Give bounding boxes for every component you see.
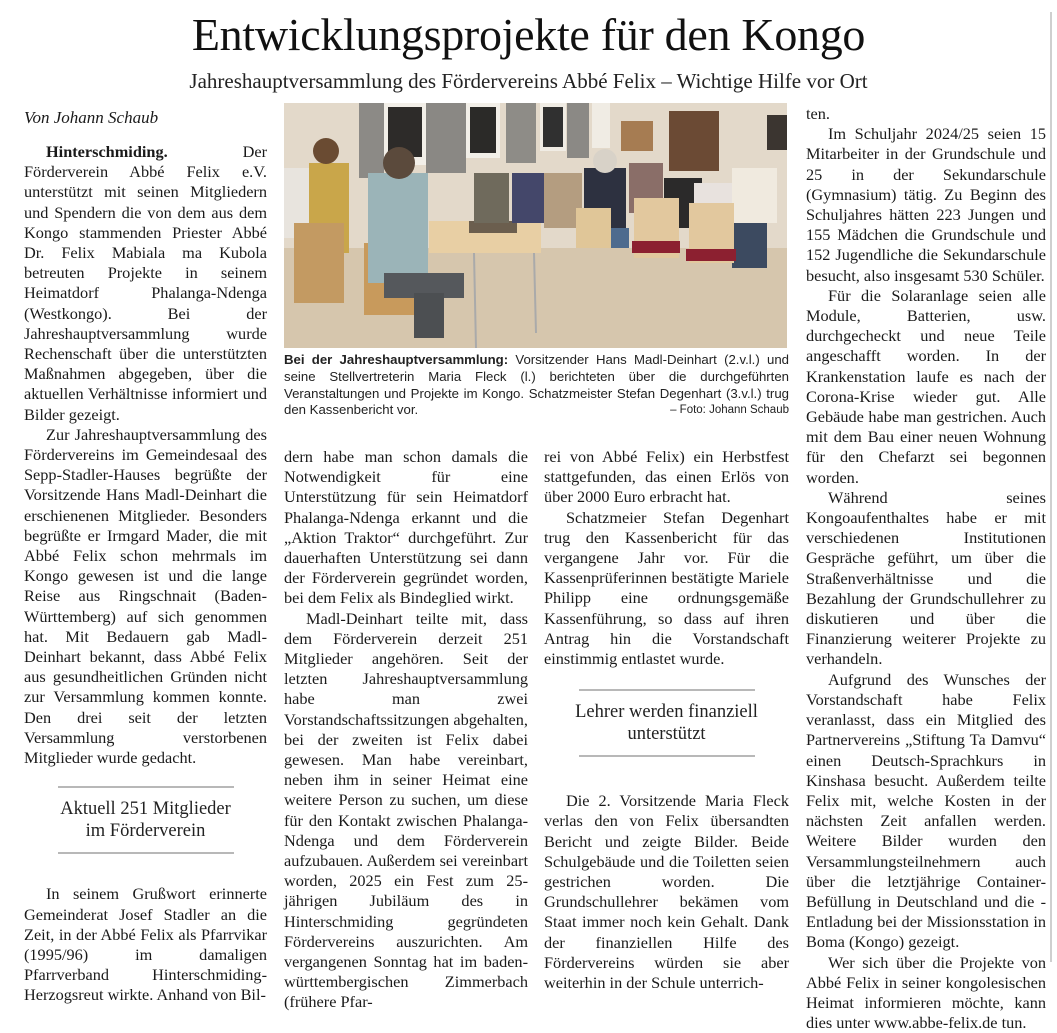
- subhead-text: Aktuell 251 Mitglieder im Förderverein: [60, 799, 231, 842]
- paragraph: Zur Jahreshauptversammlung des Fördervereins im Gemeindesaal des Sepp-Stadler-Hauses begrüßte der Vorsitzende Hans Madl-Deinhart die erschienenen Mitglieder. Besonders begrüßte er Irmgard Mader, die mit Abbé Felix schon mehrmals im Kongo gewesen ist und die lange Reise aus Ringschnait (Baden-Württemberg) auf sich genommen hat. Mit Bedauern gab Madl-Deinhart bekannt, dass Abbé Felix aus gesundheitlichen Gründen nicht zur Versammlung kommen konnte. Den drei seit der letzten Versammlung verstorbenen Mitglieder wurde gedacht.: [24, 424, 267, 768]
- paragraph-intro: [24, 142, 267, 425]
- paragraph: Madl-Deinhart teilte mit, dass dem Förderverein derzeit 251 Mitglieder angehören. Seit der letzten Jahreshauptversammlung habe man zwei Vorstandschaftssitzungen abgehalten, bei der zweiten ist Felix dabei gewesen. Man habe vereinbart, neben ihm in seiner Heimat eine weitere Person zu suchen, um diese für den Kontakt zwischen Phalanga-Ndenga und dem Förderverein aufzubauen. Außerdem sei vereinbart worden, 2025 ein Fest zum 25-jährigen Jubiläum des in Hinterschmiding gegründeten Fördervereins auszurichten. Am vergangenen Sonntag hat im baden-württembergischen Zimmerbach (frühere Pfar-: [284, 608, 528, 1012]
- paragraph-website: Wer sich über die Projekte von Abbé Felix in seiner kongolesischen Heimat informieren möchte, kann dies unter www.abbe-felix.de tun.: [806, 952, 1046, 1033]
- photo-credit: – Foto: Johann Schaub: [670, 404, 789, 417]
- article-column-3: [544, 447, 789, 993]
- paragraph: Während seines Kongoaufenthaltes habe er mit verschiedenen Institutionen Gespräche geführt, um über die Straßenverhältnisse und die Bezahlung der Grundschullehrer zu diskutieren und über die Finanzierung weiterer Projekte zu verhandeln.: [806, 487, 1046, 669]
- article-column-4: [806, 104, 1046, 1033]
- paragraph-text: Der Förderverein Abbé Felix e.V. unterstützt mit seinen Mitgliedern und Spendern die von dem aus dem Kongo stammenden Priester Abbé Dr. Felix Mabiala ma Kubola betreuten Projekte in seinem Heimatdorf Phalanga-Ndenga (Westkongo). Bei der Jahreshauptversammlung wurde Rechenschaft über die unterstützten Maßnahmen abgegeben, über die aktuellen Verhältnisse informiert und Bilder gezeigt.: [24, 142, 267, 424]
- subheadline: Jahreshauptversammlung des Fördervereins Abbé Felix – Wichtige Hilfe vor Ort: [189, 69, 868, 93]
- subhead-rule: [579, 689, 755, 691]
- subhead-rule: [579, 755, 755, 757]
- paragraph-continued: ten.: [806, 104, 830, 123]
- subhead-members: [24, 786, 267, 854]
- subhead-rule: [58, 852, 234, 854]
- paragraph-continued: dern habe man schon damals die Notwendigkeit für eine Unterstützung für sein Heimatdorf Phalanga-Ndenga erkannt und die „Aktion Traktor“ durchgeführt. Zur dauerhaften Unterstützung sei dann der Förderverein gegründet worden, bei dem Felix als Bindeglied wirkt.: [284, 447, 528, 608]
- article-photo: [284, 103, 787, 348]
- dateline: Hinterschmiding.: [46, 142, 168, 161]
- byline: Von Johann Schaub: [24, 108, 159, 127]
- subhead-rule: [58, 786, 234, 788]
- subhead-teachers: [544, 689, 789, 757]
- meeting-photo-illustration: [284, 103, 787, 348]
- column-divider: [1050, 12, 1052, 962]
- caption-text: Vorsitzender Hans Madl-Deinhart (2.v.l.) und seine Stellvertreterin Maria Fleck (l.) berichteten über die durchgeführten Veranstaltungen und Projekte im Kongo. Schatzmeister Stefan Degenhart (3.v.l.) trug den Kassenbericht vor.: [284, 352, 789, 418]
- photo-caption: [284, 352, 789, 419]
- paragraph: In seinem Grußwort erinnerte Gemeinderat Josef Stadler an die Zeit, in der Abbé Felix als Pfarrvikar (1995/96) im damaligen Pfarrverband Hinterschmiding-Herzogsreut wirkte. Anhand von Bil-: [24, 884, 267, 1005]
- paragraph: Schatzmeier Stefan Degenhart trug den Kassenbericht für das vergangene Jahr vor. Für die Kassenprüferinnen bestätigte Mariele Philipp eine ordnungsgemäße Kassenführung, so dass auf ihren Antrag hin die Vorstandschaft einstimmig entlastet wurde.: [544, 507, 789, 669]
- subhead-text: Lehrer werden finanziell unterstützt: [575, 702, 758, 745]
- article-column-1: [24, 108, 267, 1006]
- headline: Entwicklungsprojekte für den Kongo: [191, 9, 866, 60]
- paragraph: Im Schuljahr 2024/25 seien 15 Mitarbeiter in der Grundschule und 25 in der Sekundarschule (Gymnasium) tätig. Zu Beginn des Schuljahres hätten 223 Jungen und 155 Mädchen die Grundschule und 152 Jugendliche die Sekundarschule besucht, also insgesamt 530 Schüler.: [806, 124, 1046, 285]
- paragraph: Aufgrund des Wunsches der Vorstandschaft habe Felix veranlasst, dass ein Mitglied des Partnervereins „Stiftung Ta Damvu“ einen Deutsch-Sprachkurs in Kinshasa besucht. Außerdem teilte Felix mit, welche Kosten in der nächsten Zeit anfallen werden. Weitere Bilder wurden den Versammlungsteilnehmern auch über die letztjährige Container-Befüllung in Deutschland und die -Entladung bei der Missionsstation in Boma (Kongo) gezeigt.: [806, 669, 1046, 952]
- caption-lead: Bei der Jahreshauptversammlung:: [284, 352, 509, 367]
- paragraph: Die 2. Vorsitzende Maria Fleck verlas den von Felix übersandten Bericht und zeigte Bilder. Beide Schulgebäude und die Toiletten seien gestrichen worden. Die Grundschullehrer bekämen vom Staat immer noch kein Gehalt. Dank der finanziellen Hilfe des Fördervereins würden sie aber weiterhin in der Schule unterrich-: [544, 791, 789, 993]
- paragraph: Für die Solaranlage seien alle Module, Batterien, usw. durchgecheckt und neue Teile angeschafft worden. In der Krankenstation laufe es nach der Corona-Krise wieder gut. Alle Gebäude habe man gestrichen. Auch mit dem Bau einer neuen Wohnung für den Chefarzt sei begonnen worden.: [806, 285, 1046, 487]
- paragraph-continued: rei von Abbé Felix) ein Herbstfest stattgefunden, das einen Erlös von über 2000 Euro erbracht hat.: [544, 447, 789, 507]
- article-column-2: [284, 447, 528, 1013]
